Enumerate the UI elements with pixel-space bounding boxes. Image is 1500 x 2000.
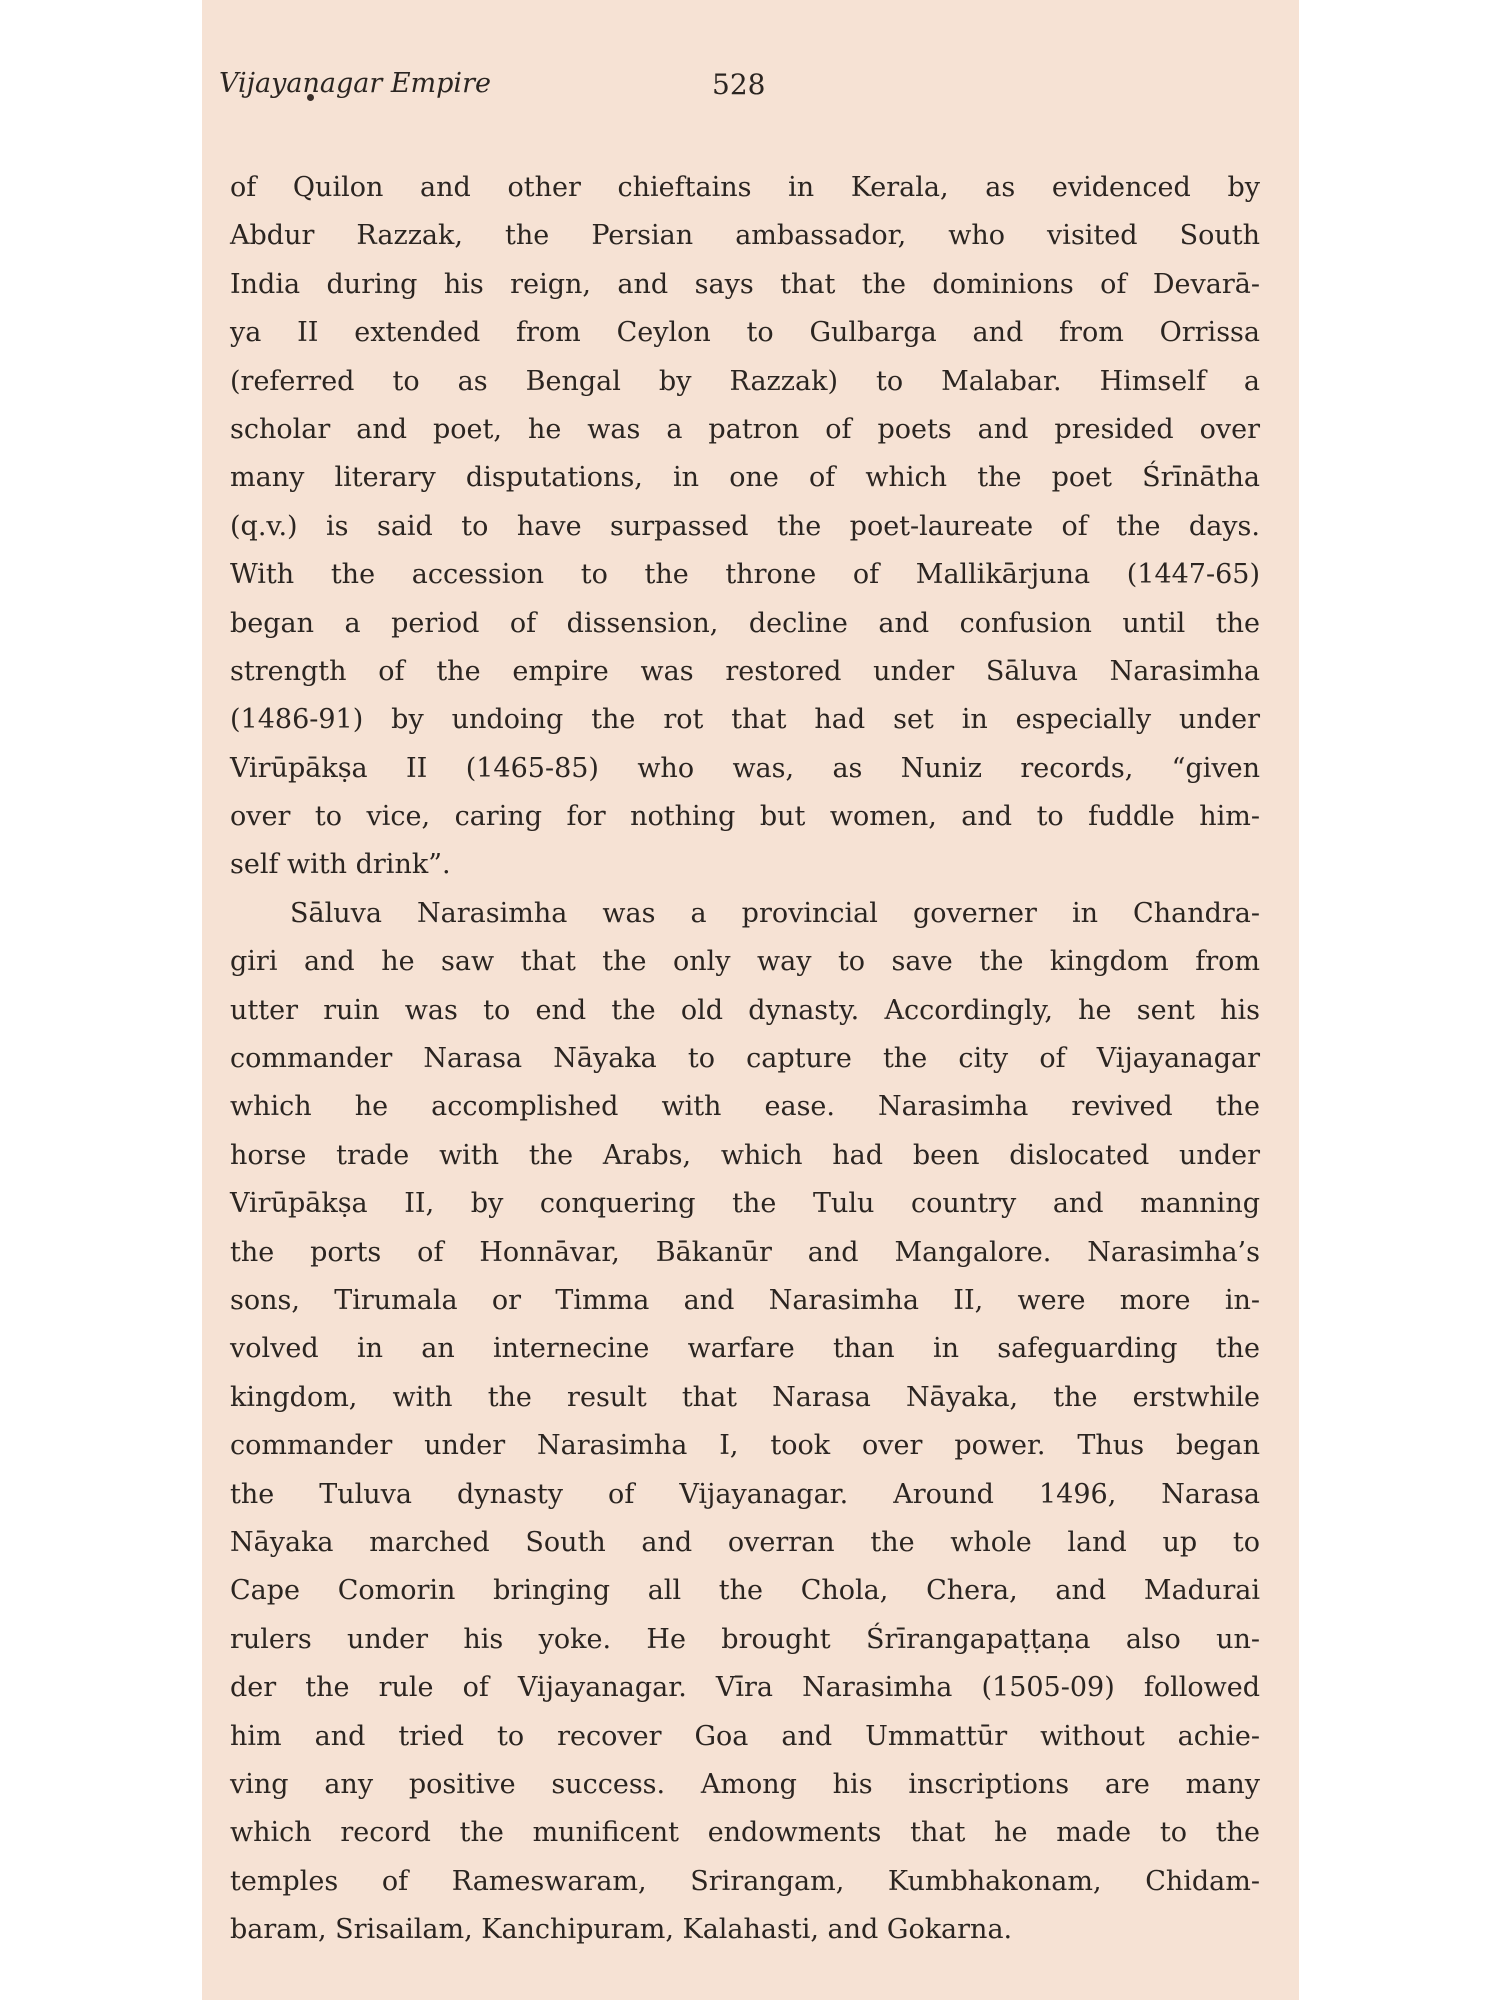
text-line: began a period of dissension, decline and confusion until the <box>230 607 1260 639</box>
text-line: commander under Narasimha I, took over power. Thus began <box>230 1430 1260 1462</box>
text-line: of Quilon and other chieftains in Kerala, as evidenced by <box>230 172 1260 203</box>
running-title: Vijayanagar Empire <box>219 68 491 99</box>
text-line: which he accomplished with ease. Narasimha revived the <box>230 1091 1260 1123</box>
paragraph-end-line: self with drink”. <box>230 849 451 881</box>
text-line: der the rule of Vijayanagar. Vīra Narasimha (1505-09) followed <box>230 1672 1260 1704</box>
text-line: the Tuluva dynasty of Vijayanagar. Around 1496, Narasa <box>230 1478 1260 1510</box>
text-line: volved in an internecine warfare than in safeguarding the <box>230 1333 1260 1365</box>
text-line: temples of Rameswaram, Srirangam, Kumbhakonam, Chidam- <box>230 1865 1260 1897</box>
text-line: Nāyaka marched South and overran the whole land up to <box>230 1526 1260 1558</box>
text-line: utter ruin was to end the old dynasty. Accordingly, he sent his <box>230 994 1260 1026</box>
text-line: India during his reign, and says that the dominions of Devarā- <box>230 268 1260 300</box>
text-line: Cape Comorin bringing all the Chola, Chera, and Madurai <box>230 1575 1260 1607</box>
text-line: (q.v.) is said to have surpassed the poet-laureate of the days. <box>230 510 1260 542</box>
text-line: which record the munificent endowments that he made to the <box>230 1817 1260 1849</box>
body-text <box>230 164 1260 1954</box>
text-line: With the accession to the throne of Mallikārjuna (1447-65) <box>230 559 1260 591</box>
book-page <box>202 0 1299 2000</box>
text-line: (1486-91) by undoing the rot that had set in especially under <box>230 704 1260 736</box>
text-line: horse trade with the Arabs, which had been dislocated under <box>230 1139 1260 1171</box>
page-number: 528 <box>712 68 766 101</box>
text-line: Virūpākṣa II, by conquering the Tulu country and manning <box>230 1188 1260 1220</box>
paragraph-first-line: Sāluva Narasimha was a provincial governer in Chandra- <box>290 897 1260 929</box>
text-line: many literary disputations, in one of which the poet Śrīnātha <box>230 462 1260 494</box>
text-line: rulers under his yoke. He brought Śrīrangapaṭṭaṇa also un- <box>230 1623 1260 1655</box>
text-line: him and tried to recover Goa and Ummattūr without achie- <box>230 1720 1260 1752</box>
text-line: giri and he saw that the only way to save the kingdom from <box>230 946 1260 978</box>
text-line: Abdur Razzak, the Persian ambassador, who visited South <box>230 220 1260 252</box>
text-line: commander Narasa Nāyaka to capture the city of Vijayanagar <box>230 1043 1260 1075</box>
text-line: the ports of Honnāvar, Bākanūr and Mangalore. Narasimha’s <box>230 1236 1260 1268</box>
text-line: ving any positive success. Among his inscriptions are many <box>230 1768 1260 1800</box>
paragraph-end-line: baram, Srisailam, Kanchipuram, Kalahasti, and Gokarna. <box>230 1914 1013 1946</box>
text-line: Virūpākṣa II (1465-85) who was, as Nuniz records, “given <box>230 752 1260 784</box>
text-line: (referred to as Bengal by Razzak) to Malabar. Himself a <box>230 365 1260 397</box>
text-line: kingdom, with the result that Narasa Nāyaka, the erstwhile <box>230 1381 1260 1413</box>
text-line: strength of the empire was restored under Sāluva Narasimha <box>230 655 1260 687</box>
text-line: over to vice, caring for nothing but women, and to fuddle him- <box>230 801 1260 833</box>
text-line: scholar and poet, he was a patron of poets and presided over <box>230 413 1260 445</box>
text-line: ya II extended from Ceylon to Gulbarga and from Orrissa <box>230 317 1260 349</box>
text-line: sons, Tirumala or Timma and Narasimha II, were more in- <box>230 1284 1260 1316</box>
